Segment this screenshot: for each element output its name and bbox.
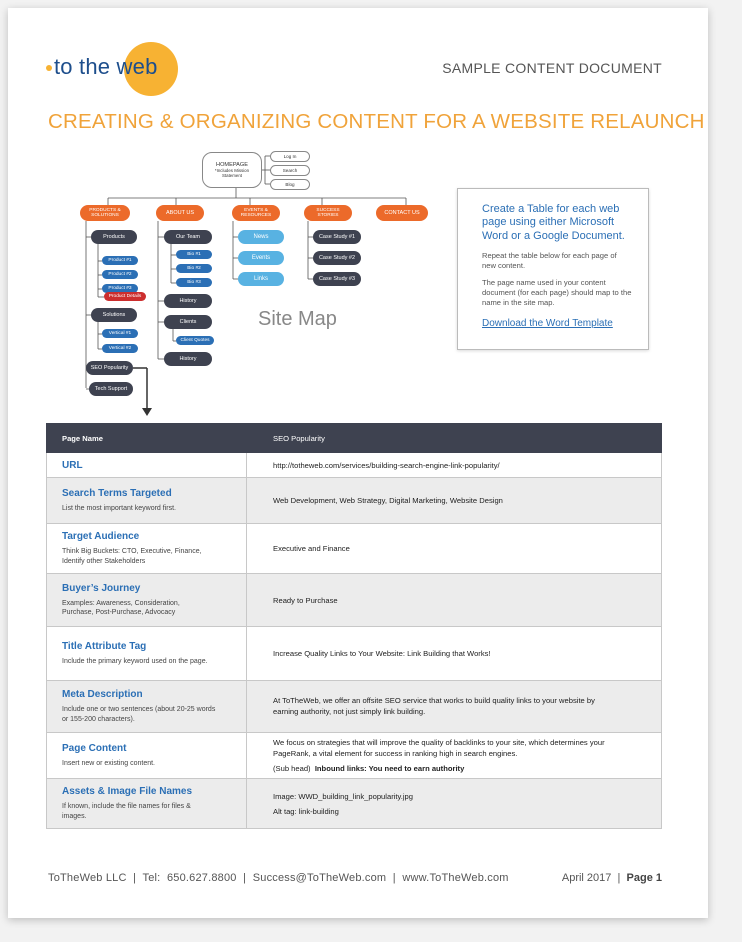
footer-date: April 2017 [561,872,612,884]
sitemap-section-products: PRODUCTS & SOLUTIONS [80,205,130,221]
sitemap-homepage: HOMEPAGE *Includes Mission Statement [202,152,262,188]
sitemap-section-success: SUCCESS STORIES [304,205,352,221]
sitemap-section-contact: CONTACT US [376,205,428,221]
table-row-title-attribute [47,627,662,681]
page-title: CREATING & ORGANIZING CONTENT FOR A WEBSITE RELAUNCH [48,110,705,133]
table-row-meta-description [47,681,662,733]
callout-paragraph-1: Repeat the table below for each page of new content. [482,251,617,271]
table-row-assets [47,779,662,829]
sitemap-history-2: History [164,352,212,366]
logo-dot-icon [46,65,52,71]
sitemap-bio-1: Bio #1 [176,250,212,259]
row-value: Web Development, Web Strategy, Digital Marketing, Website Design [247,478,662,524]
sitemap-bio-3: Bio #3 [176,278,212,287]
row-description: Include one or two sentences (about 20-25 words or 155-200 characters). [62,706,216,723]
row-title: URL [62,459,83,471]
sitemap-tech-support: Tech Support [89,382,133,396]
sitemap-news: News [238,230,284,244]
sitemap-product-3: Product #3 [102,284,138,293]
sitemap-label: Site Map [258,308,337,330]
row-description: Insert new or existing content. [62,759,155,767]
company-logo [46,42,216,98]
sitemap-links: Links [238,272,284,286]
sitemap-product-1: Product #1 [102,256,138,265]
sitemap-utility-search: Search [270,165,310,176]
footer-page-number: Page 1 [626,872,662,884]
sitemap-events: Events [238,251,284,265]
row-description: List the most important keyword first. [62,504,176,512]
document-page [8,8,708,918]
table-row-buyers-journey [47,574,662,627]
content-table [46,423,662,829]
row-title: Title Attribute Tag [62,640,147,652]
row-description: Think Big Buckets: CTO, Executive, Finance, Identify other Stakeholders [62,548,202,565]
subhead-prefix: (Sub head) [273,763,311,773]
sitemap-product-2: Product #2 [102,270,138,279]
row-value: Ready to Purchase [247,574,662,627]
row-value: At ToTheWeb, we offer an offsite SEO service that works to build quality links to your website by earning authority, not just simply link building. [247,681,662,733]
subhead-text: Inbound links: You need to earn authority [314,763,465,773]
row-description: Examples: Awareness, Consideration, Purchase, Post-Purchase, Advocacy [62,599,180,616]
row-value: Executive and Finance [247,524,662,574]
sitemap-case-study-1: Case Study #1 [313,230,361,244]
row-value: Image: WWD_building_link_popularity.jpg [273,791,413,801]
footer-page-info: April 2017 | Page 1 [561,872,662,884]
row-title: Meta Description [62,689,143,701]
sitemap-case-study-2: Case Study #2 [313,251,361,265]
sitemap-seo-popularity: SEO Popularity [86,361,133,375]
row-title: Assets & Image File Names [62,786,193,798]
row-description: Include the primary keyword used on the page. [62,657,208,665]
table-row-url [47,453,662,478]
row-value: We focus on strategies that will improve the quality of backlinks to your site, which determines your PageRank, a vital element for success in ranking high in search engines. [273,738,605,758]
sitemap-section-about: ABOUT US [156,205,204,221]
sitemap-utility-blog: Blog [270,179,310,190]
row-description: If known, include the file names for files & images. [62,803,191,820]
row-value-alt-tag: Alt tag: link-building [273,806,339,816]
table-header-row [47,424,662,453]
row-value: Increase Quality Links to Your Website: Link Building that Works! [247,627,662,681]
sitemap-client-quotes: Client Quotes [176,336,214,345]
sitemap-products: Products [91,230,137,244]
logo-text: to the web [54,54,158,79]
sitemap-history-1: History [164,294,212,308]
sitemap-utility-login: Log In [270,151,310,162]
download-template-link[interactable]: Download the Word Template [482,318,613,330]
sitemap-case-study-3: Case Study #3 [313,272,361,286]
row-title: Target Audience [62,531,140,543]
sitemap-solutions: Solutions [91,308,137,322]
table-row-page-content [47,733,662,779]
sitemap-bio-2: Bio #2 [176,264,212,273]
table-header-value: SEO Popularity [247,424,662,453]
document-label: SAMPLE CONTENT DOCUMENT [442,60,662,76]
table-row-target-audience [47,524,662,574]
sitemap-vertical-1: Vertical #1 [102,329,138,338]
table-row-search-terms [47,478,662,524]
sitemap-clients: Clients [164,315,212,329]
instruction-callout [457,188,649,350]
row-value: http://totheweb.com/services/building-search-engine-link-popularity/ [247,453,662,478]
table-header-label: Page Name [47,424,247,453]
sitemap-product-details: Product Details [104,292,146,301]
sitemap-vertical-2: Vertical #2 [102,344,138,353]
row-title: Buyer’s Journey [62,582,141,594]
footer-contact: ToTheWeb LLC | Tel: 650.627.8800 | Success@ToTheWeb.com | www.ToTheWeb.com [48,872,509,884]
sitemap-section-events: EVENTS & RESOURCES [232,205,280,221]
sitemap-our-team: Our Team [164,230,212,244]
callout-heading: Create a Table for each web page using either Microsoft Word or a Google Document. [482,203,625,242]
row-title: Search Terms Targeted [62,487,172,499]
row-title: Page Content [62,742,127,754]
callout-paragraph-2: The page name used in your content document (for each page) should map to the name in the site map. [482,278,632,308]
